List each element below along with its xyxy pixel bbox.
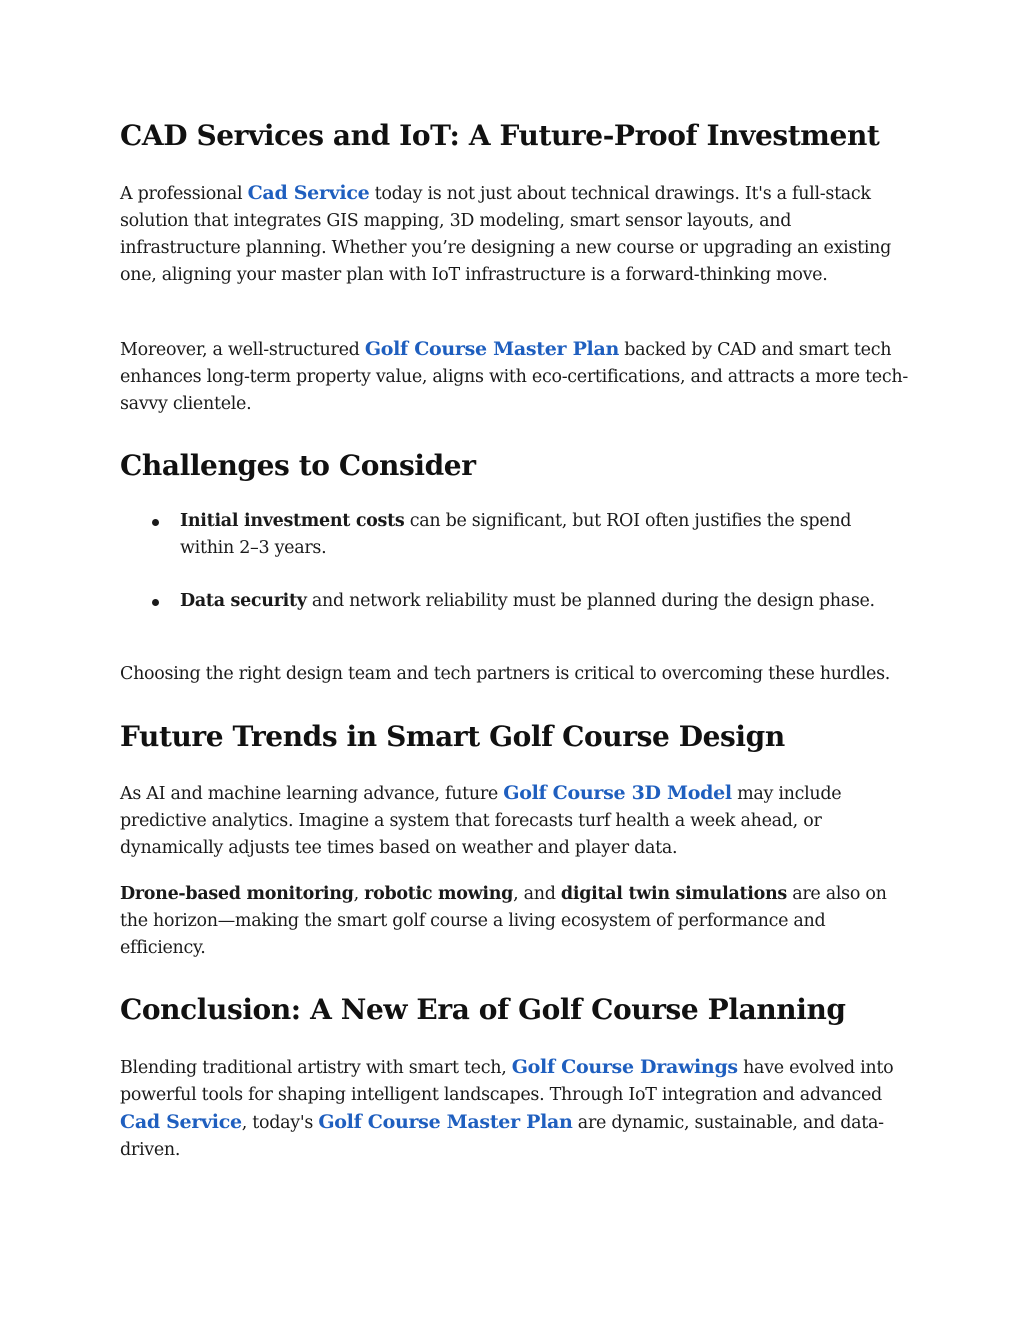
heading-cad-services: CAD Services and IoT: A Future-Proof Investment bbox=[120, 119, 880, 152]
text-segment: As AI and machine learning advance, future bbox=[120, 784, 504, 804]
bold-drone-monitoring: Drone-based monitoring bbox=[120, 884, 354, 904]
list-item-text: and network reliability must be planned during the design phase. bbox=[306, 591, 875, 611]
paragraph-conclusion bbox=[120, 1054, 910, 1164]
bold-robotic-mowing: robotic mowing bbox=[364, 884, 514, 904]
link-golf-course-master-plan[interactable]: Golf Course Master Plan bbox=[364, 338, 619, 360]
link-cad-service[interactable]: Cad Service bbox=[247, 182, 370, 204]
text-segment: A professional bbox=[120, 184, 248, 204]
bullet-icon bbox=[152, 599, 159, 606]
list-item-bold: Data security bbox=[180, 591, 307, 611]
text-segment: are dynamic, sustainable, and data-driven. bbox=[120, 1113, 884, 1160]
paragraph-cad-intro bbox=[120, 180, 910, 289]
text-segment: are also on the horizon—making the smart golf course a living ecosystem of performance and efficiency. bbox=[120, 884, 887, 958]
link-golf-course-master-plan-2[interactable]: Golf Course Master Plan bbox=[318, 1111, 573, 1133]
list-item bbox=[120, 588, 910, 615]
paragraph-ai-trends bbox=[120, 780, 910, 862]
text-segment: , today's bbox=[241, 1113, 319, 1133]
list-item bbox=[120, 508, 910, 562]
challenges-list bbox=[120, 508, 910, 615]
text-segment: have evolved into powerful tools for shaping intelligent landscapes. Through IoT integration and advanced bbox=[120, 1058, 894, 1105]
list-item-text: can be significant, but ROI often justifies the spend within 2–3 years. bbox=[180, 511, 852, 558]
bold-digital-twin: digital twin simulations bbox=[560, 884, 787, 904]
text-segment: today is not just about technical drawings. It's a full-stack solution that integrates GIS mapping, 3D modeling, smart sensor layouts, and infrastructure planning. Whether you’re designing a new course or upgrading an existing one, aligning your master plan with IoT infrastructure is a forward-thinking move. bbox=[120, 184, 892, 285]
paragraph-choosing: Choosing the right design team and tech partners is critical to overcoming these hurdles. bbox=[120, 664, 891, 684]
text-segment: backed by CAD and smart tech enhances long-term property value, aligns with eco-certifications, and attracts a more tech-savvy clientele. bbox=[120, 340, 908, 414]
heading-future-trends: Future Trends in Smart Golf Course Design bbox=[120, 720, 785, 753]
text-segment: Moreover, a well-structured bbox=[120, 340, 365, 360]
paragraph-drone-robotics bbox=[120, 881, 910, 962]
link-golf-course-3d-model[interactable]: Golf Course 3D Model bbox=[503, 782, 732, 804]
bullet-icon bbox=[152, 519, 159, 526]
link-golf-course-drawings[interactable]: Golf Course Drawings bbox=[511, 1056, 738, 1078]
list-item-bold: Initial investment costs bbox=[180, 511, 405, 531]
text-segment: Blending traditional artistry with smart tech, bbox=[120, 1058, 512, 1078]
text-segment: may include predictive analytics. Imagine a system that forecasts turf health a week ahead, or dynamically adjusts tee times based on weather and player data. bbox=[120, 784, 842, 858]
heading-challenges: Challenges to Consider bbox=[120, 449, 476, 482]
text-segment: , bbox=[353, 884, 365, 904]
link-cad-service-2[interactable]: Cad Service bbox=[120, 1111, 242, 1133]
paragraph-master-plan bbox=[120, 336, 910, 418]
heading-conclusion: Conclusion: A New Era of Golf Course Planning bbox=[120, 993, 846, 1026]
text-segment: , and bbox=[513, 884, 561, 904]
